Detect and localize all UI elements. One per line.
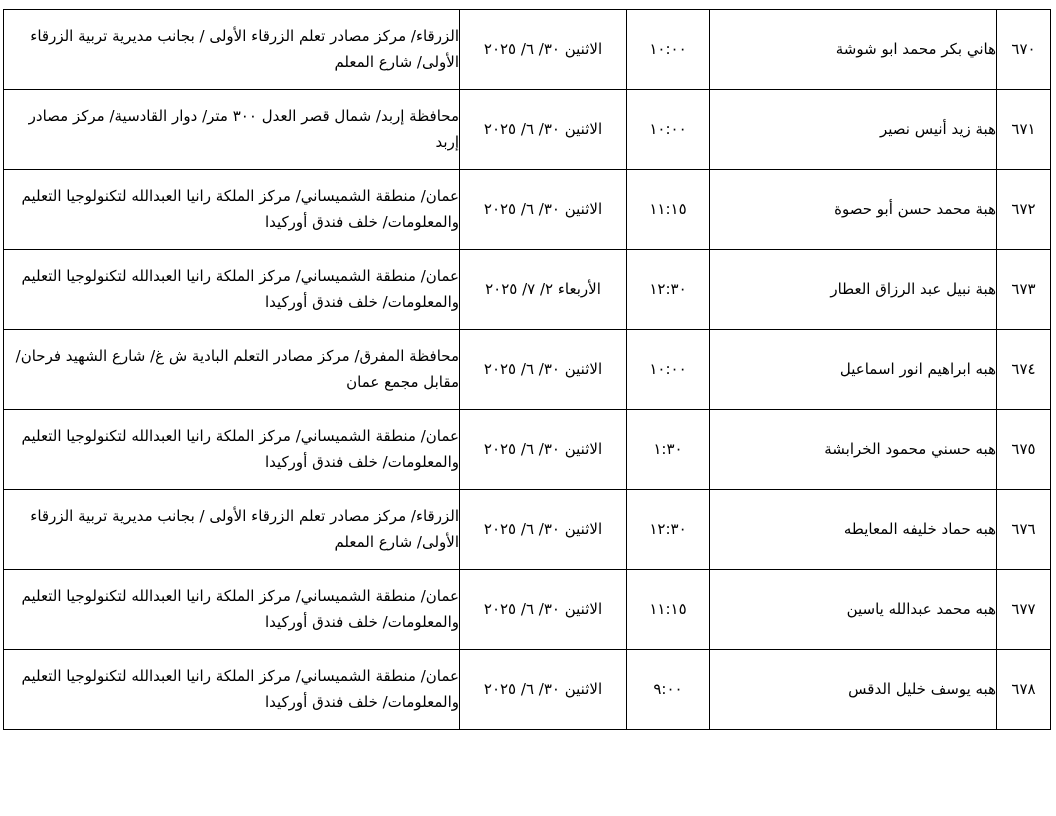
candidate-name: هبه حماد خليفه المعايطه	[710, 490, 997, 570]
table-row	[4, 490, 1051, 570]
exam-location: عمان/ منطقة الشميساني/ مركز الملكة رانيا العبدالله لتكنولوجيا التعليم والمعلومات/ خلف فندق أوركيدا	[4, 250, 460, 330]
row-number: ٦٧١	[997, 90, 1051, 170]
exam-date: الاثنين ٣٠/ ٦/ ٢٠٢٥	[460, 170, 627, 250]
candidate-name: هبه ابراهيم انور اسماعيل	[710, 330, 997, 410]
exam-time: ١:٣٠	[627, 410, 710, 490]
candidate-name: هبة نبيل عبد الرزاق العطار	[710, 250, 997, 330]
row-number: ٦٧٥	[997, 410, 1051, 490]
table-row	[4, 10, 1051, 90]
table-row	[4, 250, 1051, 330]
exam-location: عمان/ منطقة الشميساني/ مركز الملكة رانيا العبدالله لتكنولوجيا التعليم والمعلومات/ خلف فندق أوركيدا	[4, 650, 460, 730]
exam-location: عمان/ منطقة الشميساني/ مركز الملكة رانيا العبدالله لتكنولوجيا التعليم والمعلومات/ خلف فندق أوركيدا	[4, 410, 460, 490]
candidate-name: هبة محمد حسن أبو حصوة	[710, 170, 997, 250]
table-row	[4, 170, 1051, 250]
table-row	[4, 90, 1051, 170]
exam-location: الزرقاء/ مركز مصادر تعلم الزرقاء الأولى / بجانب مديرية تربية الزرقاء الأولى/ شارع المعلم	[4, 490, 460, 570]
exam-location: عمان/ منطقة الشميساني/ مركز الملكة رانيا العبدالله لتكنولوجيا التعليم والمعلومات/ خلف فندق أوركيدا	[4, 570, 460, 650]
table-row	[4, 330, 1051, 410]
exam-time: ١٢:٣٠	[627, 250, 710, 330]
row-number: ٦٧٣	[997, 250, 1051, 330]
table-row	[4, 570, 1051, 650]
row-number: ٦٧٨	[997, 650, 1051, 730]
exam-date: الاثنين ٣٠/ ٦/ ٢٠٢٥	[460, 650, 627, 730]
exam-date: الاثنين ٣٠/ ٦/ ٢٠٢٥	[460, 90, 627, 170]
exam-time: ٩:٠٠	[627, 650, 710, 730]
candidate-name: هبه يوسف خليل الدقس	[710, 650, 997, 730]
exam-date: الاثنين ٣٠/ ٦/ ٢٠٢٥	[460, 410, 627, 490]
candidate-name: هبه محمد عبدالله ياسين	[710, 570, 997, 650]
exam-location: محافظة إربد/ شمال قصر العدل ٣٠٠ متر/ دوار القادسية/ مركز مصادر إربد	[4, 90, 460, 170]
exam-date: الاثنين ٣٠/ ٦/ ٢٠٢٥	[460, 490, 627, 570]
candidate-name: هبه حسني محمود الخرابشة	[710, 410, 997, 490]
table-row	[4, 410, 1051, 490]
exam-date: الأربعاء ٢/ ٧/ ٢٠٢٥	[460, 250, 627, 330]
exam-date: الاثنين ٣٠/ ٦/ ٢٠٢٥	[460, 330, 627, 410]
exam-location: عمان/ منطقة الشميساني/ مركز الملكة رانيا العبدالله لتكنولوجيا التعليم والمعلومات/ خلف فندق أوركيدا	[4, 170, 460, 250]
exam-time: ١١:١٥	[627, 170, 710, 250]
schedule-table	[3, 9, 1051, 730]
table-row	[4, 650, 1051, 730]
candidate-name: هاني بكر محمد ابو شوشة	[710, 10, 997, 90]
exam-location: الزرقاء/ مركز مصادر تعلم الزرقاء الأولى / بجانب مديرية تربية الزرقاء الأولى/ شارع المعلم	[4, 10, 460, 90]
exam-time: ١٠:٠٠	[627, 330, 710, 410]
candidate-name: هبة زيد أنيس نصير	[710, 90, 997, 170]
row-number: ٦٧٢	[997, 170, 1051, 250]
exam-time: ١٢:٣٠	[627, 490, 710, 570]
row-number: ٦٧٤	[997, 330, 1051, 410]
exam-time: ١٠:٠٠	[627, 10, 710, 90]
row-number: ٦٧٦	[997, 490, 1051, 570]
exam-date: الاثنين ٣٠/ ٦/ ٢٠٢٥	[460, 570, 627, 650]
exam-time: ١٠:٠٠	[627, 90, 710, 170]
exam-time: ١١:١٥	[627, 570, 710, 650]
exam-date: الاثنين ٣٠/ ٦/ ٢٠٢٥	[460, 10, 627, 90]
exam-location: محافظة المفرق/ مركز مصادر التعلم البادية ش غ/ شارع الشهيد فرحان/ مقابل مجمع عمان	[4, 330, 460, 410]
row-number: ٦٧٠	[997, 10, 1051, 90]
row-number: ٦٧٧	[997, 570, 1051, 650]
